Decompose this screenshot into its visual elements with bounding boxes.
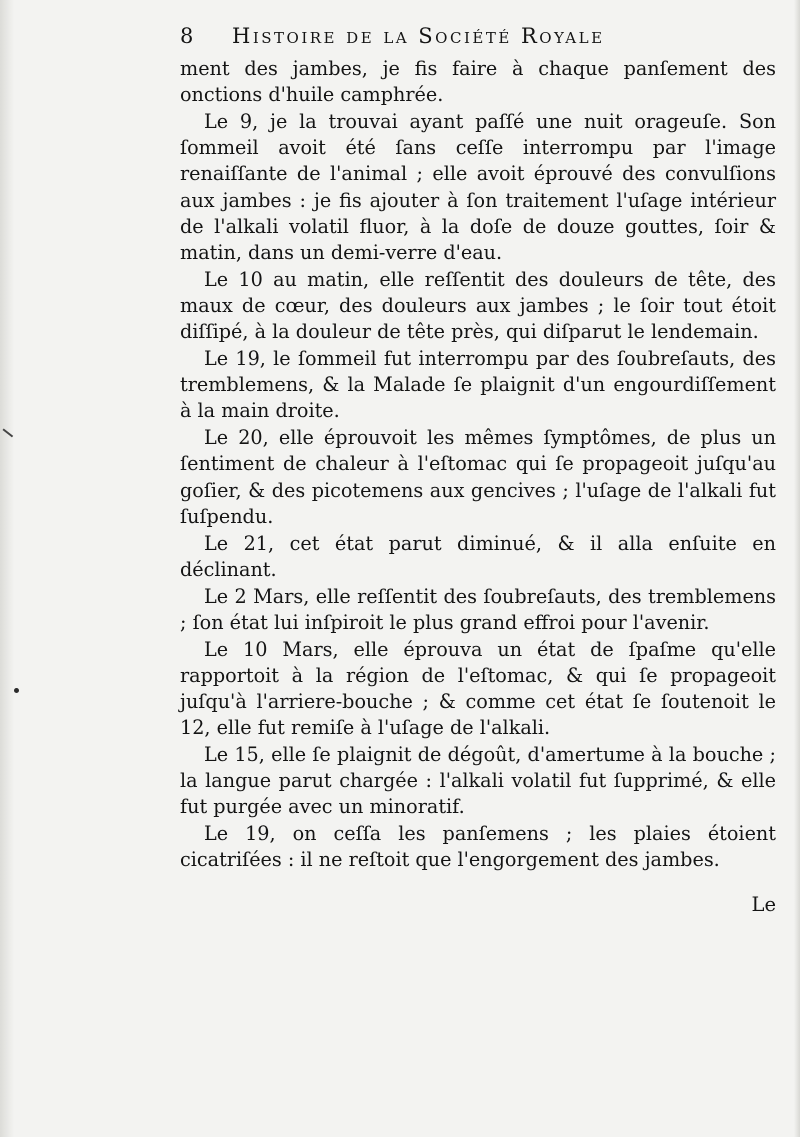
catchword: Le	[751, 892, 776, 916]
paragraph-le-10: Le 10 au matin, elle reſſentit des douleurs de tête, des maux de cœur, des douleurs aux jambes ; le ſoir tout étoit diſſipé, à la douleur de tête près, qui diſparut le lendemain.	[180, 267, 776, 344]
paragraph-le-20: Le 20, elle éprouvoit les mêmes ſymptômes, de plus un ſentiment de chaleur à l'eſtomac qui ſe propageoit juſqu'au goſier, & des picotemens aux gencives ; l'uſage de l'alkali fut ſuſpendu.	[180, 426, 776, 528]
running-title: Histoire de la Société Royale	[232, 24, 605, 48]
paragraph-le-19-final: Le 19, on ceſſa les panſemens ; les plaies étoient cicatriſées : il ne reſtoit que l'engorgement des jambes.	[180, 822, 776, 872]
margin-dot	[14, 688, 19, 693]
paragraph-le-19: Le 19, le ſommeil fut interrompu par des ſoubreſauts, des tremblemens, & la Malade ſe plaignit d'un engourdiſſement à la main droite.	[180, 347, 776, 423]
running-head	[180, 20, 776, 56]
paragraph-continued: ment des jambes, je fis faire à chaque panſement des onctions d'huile camphrée.	[180, 57, 776, 107]
text-block	[180, 20, 776, 918]
page-spine-shadow	[0, 0, 14, 1137]
paragraph-le-15: Le 15, elle ſe plaignit de dégoût, d'amertume à la bouche ; la langue parut chargée : l'alkali volatil fut ſupprimé, & elle fut purgée avec un minoratif.	[180, 743, 776, 819]
paragraph-le-2-mars: Le 2 Mars, elle reſſentit des ſoubreſauts, des tremblemens ; ſon état lui inſpiroit le plus grand effroi pour l'avenir.	[180, 584, 776, 634]
page-edge-shadow	[794, 0, 800, 1137]
page-number: 8	[180, 24, 194, 48]
paragraph-le-21: Le 21, cet état parut diminué, & il alla enſuite en déclinant.	[180, 531, 776, 581]
paragraph-le-10-mars: Le 10 Mars, elle éprouva un état de ſpaſme qu'elle rapportoit à la région de l'eſtomac, & qui ſe propageoit juſqu'à l'arriere-bouche ; & comme cet état ſe ſoutenoit le 12, elle fut remiſe à l'uſage de l'alkali.	[180, 637, 776, 740]
paragraph-le-9: Le 9, je la trouvai ayant paſſé une nuit orageuſe. Son ſommeil avoit été ſans ceſſe interrompu par l'image renaiſſante de l'animal ; elle avoit éprouvé des convulſions aux jambes : je fis ajouter à ſon traitement l'uſage intérieur de l'alkali volatil fluor, à la doſe de douze gouttes, ſoir & matin, dans un demi-verre d'eau.	[180, 110, 776, 265]
